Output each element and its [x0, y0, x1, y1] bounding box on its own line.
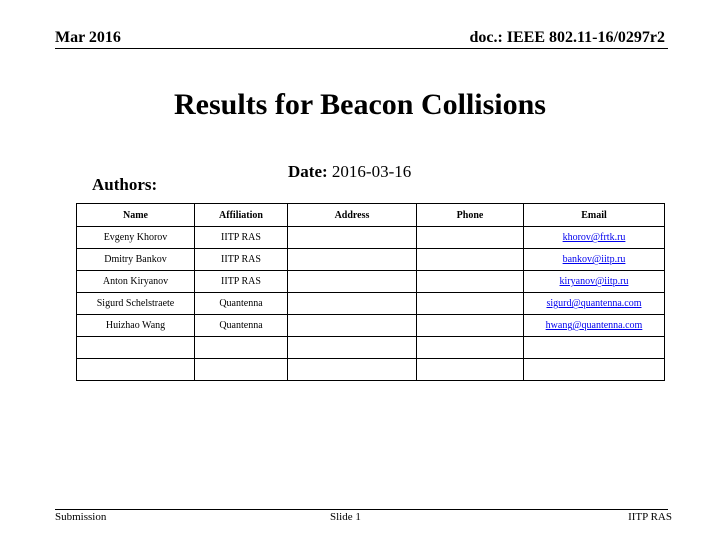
cell-email [524, 293, 665, 315]
date-value: 2016-03-16 [331, 162, 412, 181]
cell-email [524, 337, 665, 359]
cell-name [77, 337, 195, 359]
cell-affiliation: IITP RAS [195, 249, 288, 271]
cell-email [524, 359, 665, 381]
cell-email [524, 249, 665, 271]
authors-label: Authors: [92, 175, 158, 194]
email-link[interactable]: hwang@quantenna.com [545, 320, 643, 331]
cell-phone [417, 359, 524, 381]
footer-affiliation: IITP RAS [628, 511, 672, 523]
cell-email [524, 227, 665, 249]
column-header-name: Name [77, 204, 195, 227]
column-header-affiliation: Affiliation [195, 204, 288, 227]
date-line [288, 162, 411, 182]
cell-affiliation [195, 359, 288, 381]
footer-divider [55, 509, 668, 510]
cell-affiliation [195, 337, 288, 359]
cell-address [288, 227, 417, 249]
cell-address [288, 315, 417, 337]
cell-address [288, 249, 417, 271]
cell-name: Sigurd Schelstraete [77, 293, 195, 315]
header-divider [55, 48, 668, 49]
table-row [77, 271, 665, 293]
email-link[interactable]: kiryanov@iitp.ru [559, 276, 629, 287]
cell-name [77, 359, 195, 381]
cell-address [288, 271, 417, 293]
cell-phone [417, 249, 524, 271]
column-header-phone: Phone [417, 204, 524, 227]
authors-table [76, 203, 665, 381]
table-row [77, 249, 665, 271]
cell-affiliation: IITP RAS [195, 271, 288, 293]
cell-address [288, 359, 417, 381]
cell-affiliation: Quantenna [195, 315, 288, 337]
cell-name: Anton Kiryanov [77, 271, 195, 293]
table-row [77, 227, 665, 249]
cell-name: Evgeny Khorov [77, 227, 195, 249]
table-header-row [77, 204, 665, 227]
table-row [77, 359, 665, 381]
cell-phone [417, 315, 524, 337]
email-link[interactable]: bankov@iitp.ru [562, 254, 626, 265]
cell-email [524, 271, 665, 293]
slide-title: Results for Beacon Collisions [174, 88, 546, 121]
cell-phone [417, 227, 524, 249]
cell-name: Dmitry Bankov [77, 249, 195, 271]
header-doc-id: doc.: IEEE 802.11-16/0297r2 [469, 29, 665, 46]
cell-email [524, 315, 665, 337]
cell-affiliation: IITP RAS [195, 227, 288, 249]
footer-submission: Submission [55, 511, 107, 523]
cell-address [288, 337, 417, 359]
table-row [77, 337, 665, 359]
table-row [77, 293, 665, 315]
header-date: Mar 2016 [55, 29, 121, 46]
cell-address [288, 293, 417, 315]
column-header-email: Email [524, 204, 665, 227]
email-link[interactable]: khorov@frtk.ru [562, 232, 626, 243]
cell-phone [417, 293, 524, 315]
cell-name: Huizhao Wang [77, 315, 195, 337]
table-row [77, 315, 665, 337]
cell-affiliation: Quantenna [195, 293, 288, 315]
cell-phone [417, 271, 524, 293]
date-label: Date: [288, 162, 328, 181]
cell-phone [417, 337, 524, 359]
footer-slide-number: Slide 1 [330, 511, 361, 523]
email-link[interactable]: sigurd@quantenna.com [546, 298, 642, 309]
column-header-address: Address [288, 204, 417, 227]
